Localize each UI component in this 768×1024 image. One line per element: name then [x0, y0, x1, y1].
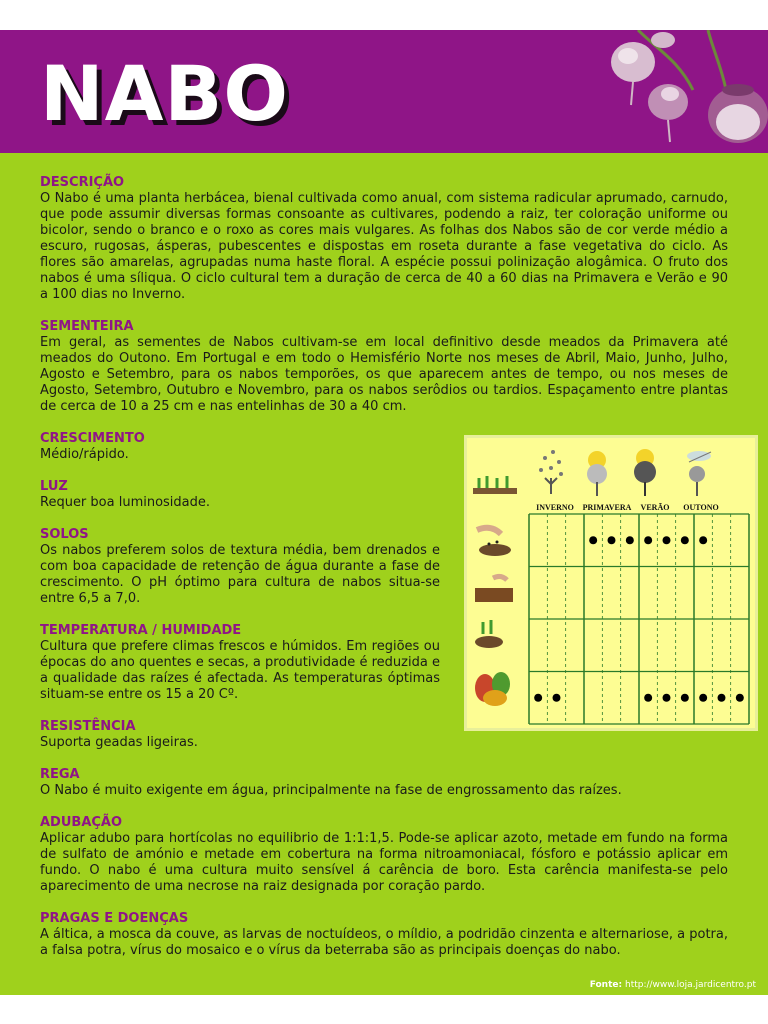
activity-illustrations — [473, 476, 517, 706]
section-heading: SEMENTEIRA — [40, 319, 134, 334]
calendar-dot-colheita-8 — [663, 694, 671, 702]
spring-tree-icon — [587, 451, 607, 496]
page — [0, 30, 768, 995]
summer-tree-icon — [634, 449, 656, 496]
section-text: Cultura que prefere climas frescos e húmidos. Em regiões ou épocas do ano quentes e secas, a produtividade é reduzida e a qualidade das raízes é afectada. As temperaturas óptimas situam-se entre os 15 a 20 Cº. — [40, 639, 440, 702]
calendar-dot-sementeira-5 — [608, 536, 616, 544]
section-text: Requer boa luminosidade. — [40, 495, 211, 510]
turnip-photo — [598, 30, 768, 153]
calendar-chart — [467, 438, 755, 728]
section-text: Os nabos preferem solos de textura média, bem drenados e com boa capacidade de retenção de água durante a fase de crescimento. O pH óptimo para cultura de nabos situa-se entre 6,5 a 7,0. — [40, 543, 440, 606]
calendar-dot-colheita-1 — [534, 694, 542, 702]
section-text: A áltica, a mosca da couve, as larvas de noctuídeos, o míldio, a podridão cinzenta e alternariose, a potra, a falsa potra, vírus do mosaico e o vírus da beterraba são as principais doenças do nabo. — [40, 927, 728, 958]
section-heading: RESISTÊNCIA — [40, 719, 136, 734]
calendar-dot-colheita-9 — [681, 694, 689, 702]
section-text: Médio/rápido. — [40, 447, 129, 462]
calendar-dot-sementeira-8 — [663, 536, 671, 544]
section-heading: CRESCIMENTO — [40, 431, 145, 446]
season-label-outono: OUTONO — [683, 503, 719, 512]
seed-tray-icon — [475, 576, 513, 602]
season-label-verao: VERÃO — [640, 503, 670, 512]
season-labels — [536, 503, 719, 512]
section-sementeira — [40, 319, 728, 415]
winter-tree-icon — [539, 450, 563, 494]
source-url[interactable]: http://www.loja.jardicentro.pt — [624, 980, 756, 990]
calendar-dot-sementeira-6 — [626, 536, 634, 544]
section-heading: TEMPERATURA / HUMIDADE — [40, 623, 242, 638]
section-text: Suporta geadas ligeiras. — [40, 735, 198, 750]
section-heading: DESCRIÇÃO — [40, 175, 125, 190]
transplant-icon — [475, 620, 503, 648]
section-rega — [40, 767, 728, 799]
section-adubacao — [40, 815, 728, 895]
season-label-primavera: PRIMAVERA — [582, 503, 632, 512]
section-heading: PRAGAS E DOENÇAS — [40, 911, 189, 926]
calendar-dot-sementeira-7 — [644, 536, 652, 544]
season-label-inverno: INVERNO — [536, 503, 574, 512]
header-banner — [0, 30, 768, 153]
sowing-hand-icon — [477, 528, 511, 556]
calendar-dot-colheita-12 — [736, 694, 744, 702]
section-text: O Nabo é muito exigente em água, principalmente na fase de engrossamento das raízes. — [40, 783, 622, 798]
calendar-dot-colheita-7 — [644, 694, 652, 702]
section-heading: REGA — [40, 767, 80, 782]
page-title: NABO — [40, 49, 289, 138]
section-heading: ADUBAÇÃO — [40, 815, 123, 830]
section-text: Aplicar adubo para hortícolas no equilibrio de 1:1:1,5. Pode-se aplicar azoto, metade em fundo na forma de sulfato de amónio e metade em cobertura na forma nitroamoniacal, fósforo e potássio aplicar em fundo. O nabo é uma cultura muito sensível á carência de boro. Esta carência manifesta-se pelo aparecimento de uma necrose na raiz designada por coração pardo. — [40, 831, 728, 894]
calendar-dot-colheita-11 — [718, 694, 726, 702]
calendar-grid — [529, 514, 749, 724]
calendar-dot-sementeira-4 — [589, 536, 597, 544]
source-label: Fonte: — [589, 980, 623, 990]
autumn-tree-icon — [687, 451, 711, 496]
section-pragas — [40, 911, 728, 959]
source-credit — [590, 980, 756, 990]
section-text: O Nabo é uma planta herbácea, bienal cultivada como anual, com sistema radicular aprumado, carnudo, que pode assumir diversas formas consoante as cultivares, podendo a raiz, ter coloração uniforme ou bicolor, sendo o branco e o roxo as cores mais vulgares. As folhas dos Nabos são de cor verde médio a escuro, rugosas, ásperas, pubescentes e dispostas em roseta durante a fase vegetativa do ciclo. As flores são amarelas, agrupadas numa haste floral. A espécie possui polinização alogâmica. O fruto dos nabos é uma síliqua. O ciclo cultural tem a duração de cerca de 40 a 60 dias na Primavera e Verão e 90 a 100 dias no Inverno. — [40, 191, 728, 302]
calendar-dot-sementeira-9 — [681, 536, 689, 544]
harvest-vegetables-icon — [475, 672, 510, 706]
section-heading: SOLOS — [40, 527, 89, 542]
calendar-dot-colheita-2 — [553, 694, 561, 702]
seedlings-icon — [473, 476, 517, 494]
calendar-dot-sementeira-10 — [699, 536, 707, 544]
calendar-header-icons — [539, 449, 711, 496]
planting-calendar — [464, 435, 758, 731]
calendar-dot-colheita-10 — [699, 694, 707, 702]
section-text: Em geral, as sementes de Nabos cultivam-se em local definitivo desde meados da Primavera até meados do Outono. Em Portugal e em todo o Hemisfério Norte nos meses de Abril, Maio, Junho, Julho, Agosto e Setembro, para os nabos temporões, os que aparecem antes de tempo, ou nos meses de Agosto, Setembro, Outubro e Novembro, para os nabos serôdios ou tardios. Espaçamento entre plantas de cerca de 10 a 25 cm e nas entelinhas de 30 a 40 cm. — [40, 335, 728, 414]
section-descricao — [40, 175, 728, 303]
section-heading: LUZ — [40, 479, 68, 494]
